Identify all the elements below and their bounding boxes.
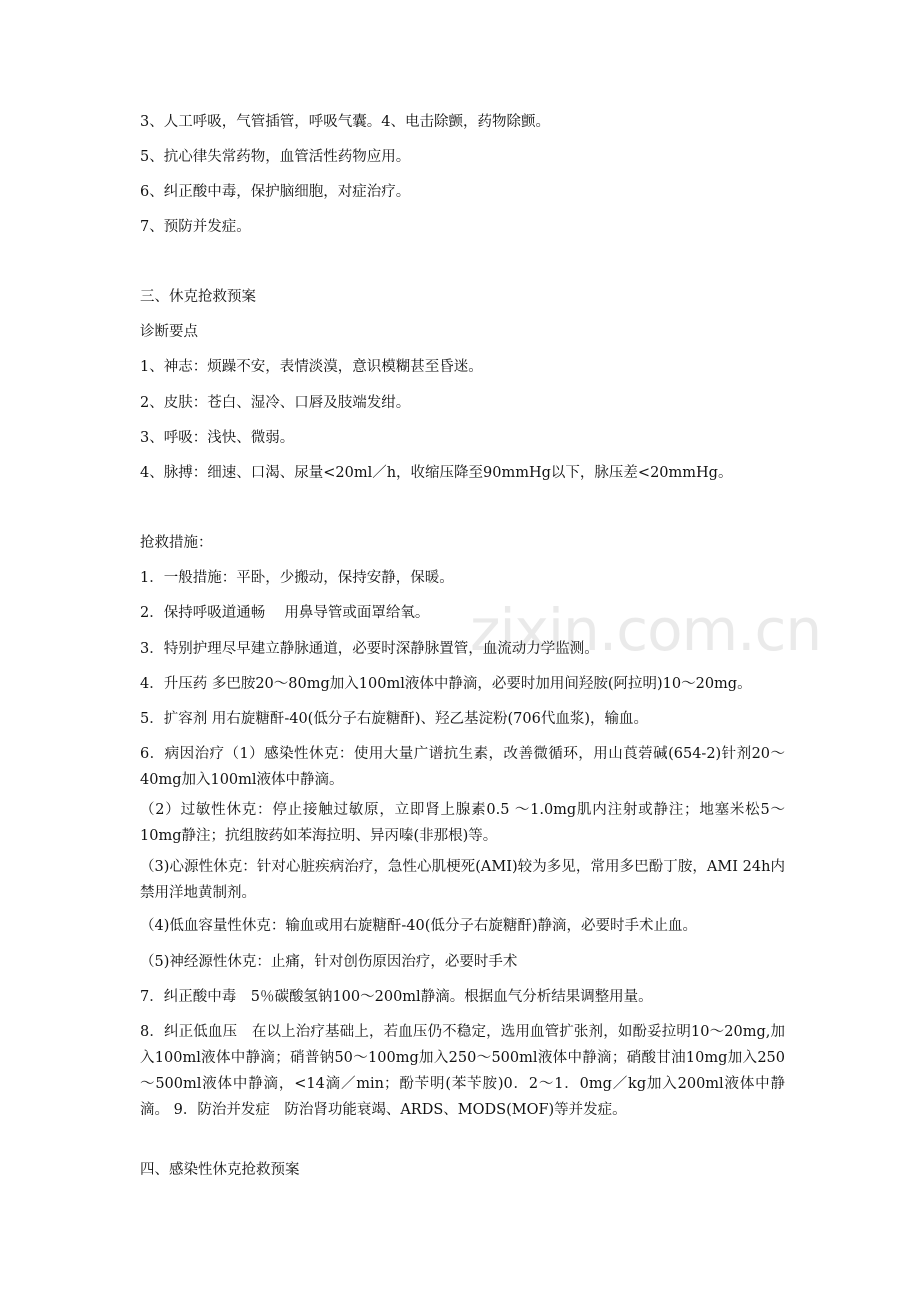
list-item: （4)低血容量性休克：输血或用右旋糖酐-40(低分子右旋糖酐)静滴，必要时手术止血。 [140, 918, 698, 934]
list-item: （2）过敏性休克：停止接触过敏原，立即肾上腺素0.5 ～1.0mg肌内注射或静注；地塞米松5～10mg静注；抗组胺药如苯海拉明、异丙嗪(非那根)等。 [140, 802, 785, 844]
list-item: （3)心源性休克：针对心脏疾病治疗，急性心肌梗死(AMI)较为多见，常用多巴酚丁胺，AMI 24h内禁用洋地黄制剂。 [140, 859, 785, 901]
list-item: 2．保持呼吸道通畅 用鼻导管或面罩给氧。 [140, 605, 430, 621]
list-item: 6．病因治疗（1）感染性休克：使用大量广谱抗生素，改善微循环，用山莨菪碱(654-2)针剂20～40mg加入100ml液体中静滴。 [140, 746, 785, 788]
list-item: 6、纠正酸中毒，保护脑细胞，对症治疗。 [140, 184, 411, 200]
list-item: 5、抗心律失常药物，血管活性药物应用。 [140, 149, 411, 165]
subheading: 诊断要点 [140, 324, 198, 340]
list-item: 8．纠正低血压 在以上治疗基础上，若血压仍不稳定，选用血管扩张剂，如酚妥拉明10～20mg,加入100ml液体中静滴；硝普钠50～100mg加入250～500ml液体中静滴；硝酸甘油10mg加入250～500ml液体中静滴，<14滴／min；酚苄明(苯苄胺)0．2～1．0mg／kg加入200ml液体中静滴。 9．防治并发症 防治肾功能衰竭、ARDS、MODS(MOF)等并发症。 [140, 1024, 785, 1118]
list-item: 4、脉搏：细速、口渴、尿量<20ml／h，收缩压降至90mmHg以下，脉压差<20mmHg。 [140, 465, 733, 481]
watermark: zixin.com.cn [470, 596, 822, 664]
list-item: 2、皮肤：苍白、湿冷、口唇及肢端发绀。 [140, 395, 411, 411]
section-heading: 三、休克抢救预案 [140, 289, 256, 305]
list-item: 5．扩容剂 用右旋糖酐-40(低分子右旋糖酐)、羟乙基淀粉(706代血浆)，输血。 [140, 711, 648, 727]
list-item: 4．升压药 多巴胺20～80mg加入100ml液体中静滴，必要时加用间羟胺(阿拉明)10～20mg。 [140, 676, 752, 692]
list-item: 7．纠正酸中毒 5％碳酸氢钠100～200ml静滴。根据血气分析结果调整用量。 [140, 989, 653, 1005]
list-item: （5)神经源性休克：止痛，针对创伤原因治疗，必要时手术 [140, 954, 518, 970]
list-item: 1．一般措施：平卧，少搬动，保持安静，保暖。 [140, 570, 454, 586]
list-item: 3、人工呼吸，气管插管，呼吸气囊。4、电击除颤，药物除颤。 [140, 114, 550, 130]
subheading: 抢救措施： [140, 535, 213, 551]
section-heading: 四、感染性休克抢救预案 [140, 1162, 300, 1178]
list-item: 3、呼吸：浅快、微弱。 [140, 430, 295, 446]
list-item: 7、预防并发症。 [140, 219, 251, 235]
list-item: 3．特别护理尽早建立静脉通道，必要时深静脉置管，血流动力学监测。 [140, 641, 599, 657]
list-item: 1、神志：烦躁不安，表情淡漠，意识模糊甚至昏迷。 [140, 359, 483, 375]
